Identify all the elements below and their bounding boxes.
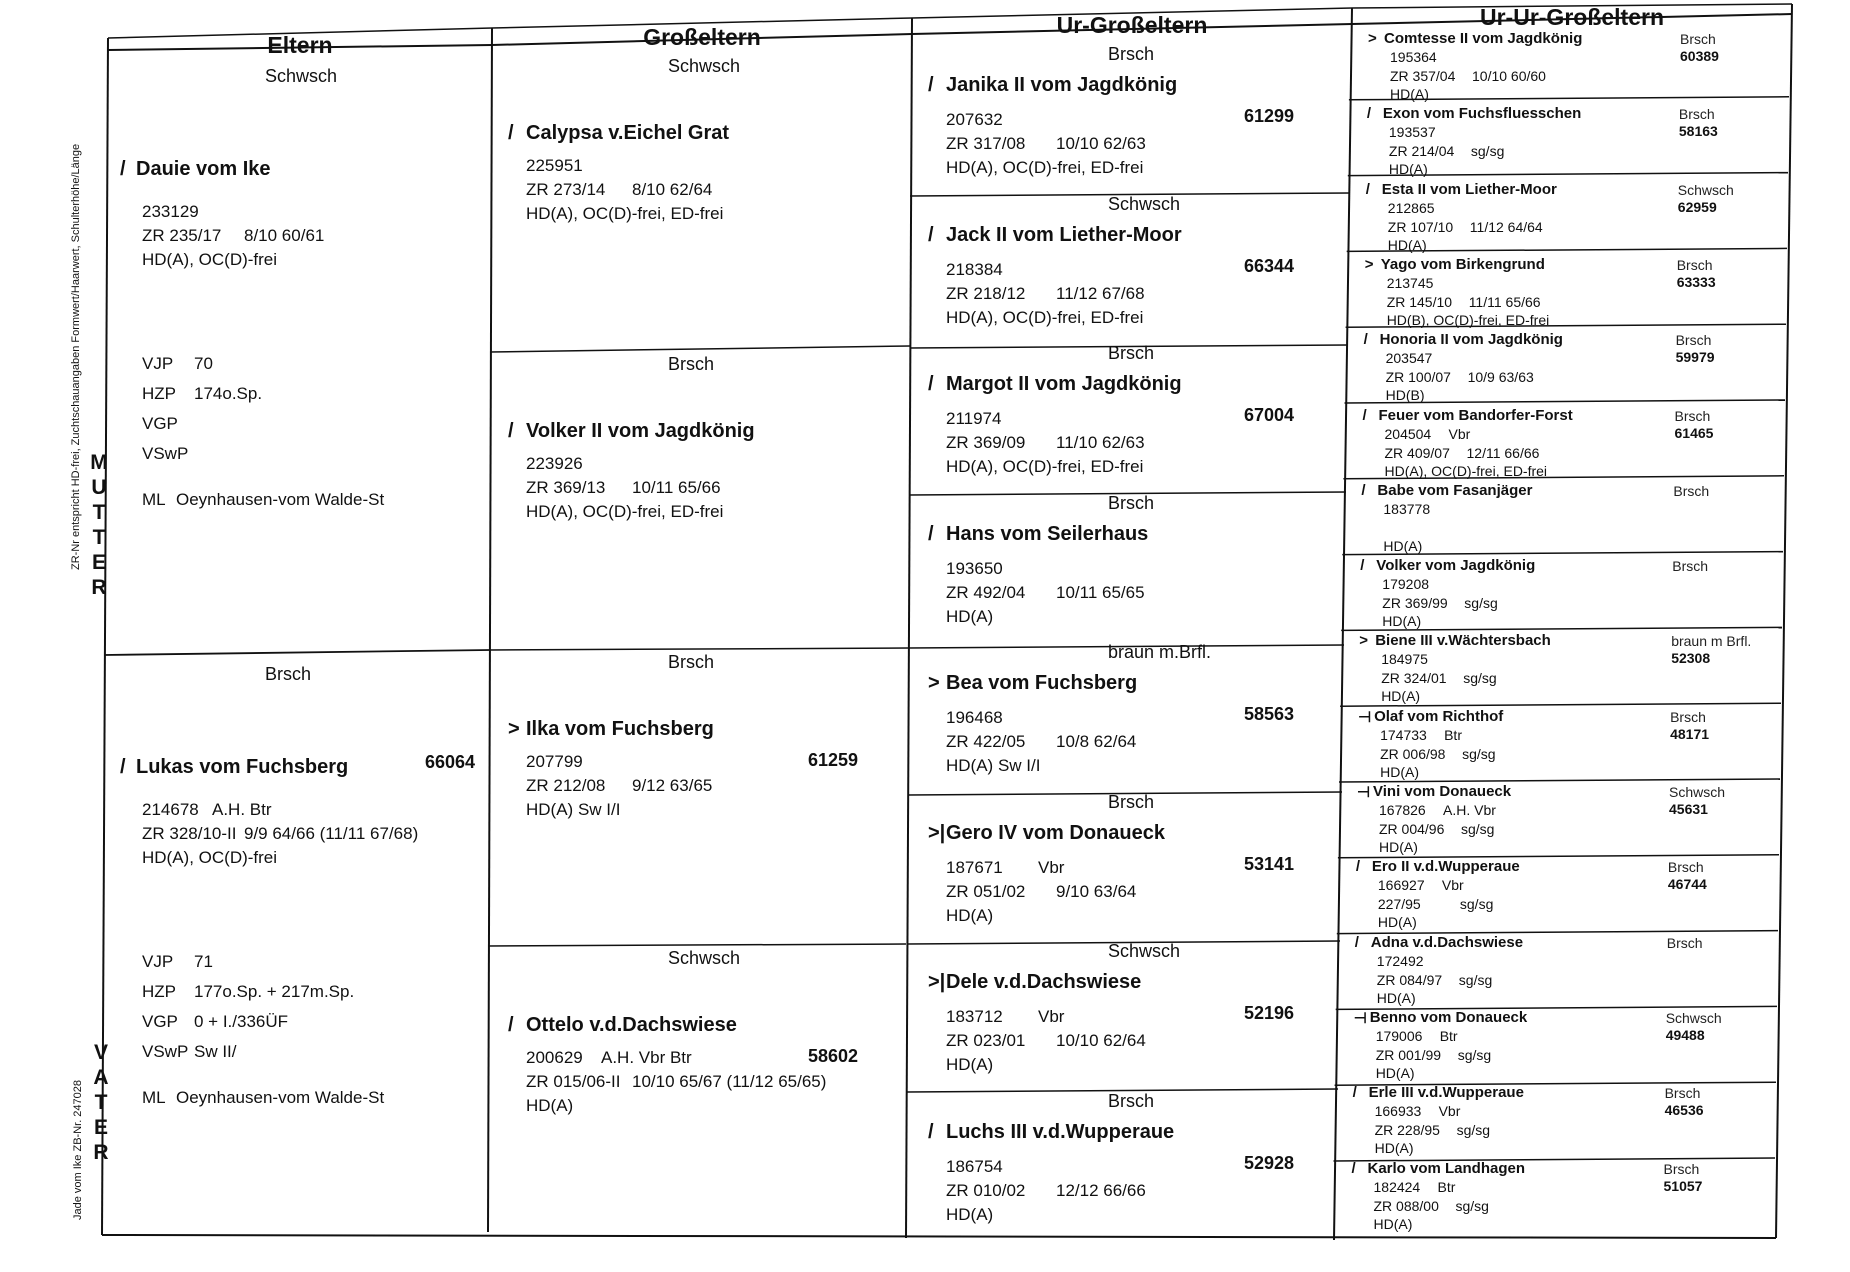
- coat-color: Brsch: [265, 664, 312, 684]
- line-marker: >|: [928, 821, 946, 844]
- stud-number: 60389: [1680, 48, 1719, 64]
- stud-number: 62959: [1677, 198, 1717, 215]
- show-score: 9/12 63/65: [632, 776, 713, 795]
- stud-number: 58602: [808, 1046, 859, 1066]
- zr-number: ZR 088/00: [1373, 1197, 1439, 1214]
- trial-value: 177o.Sp. + 217m.Sp.: [194, 982, 355, 1001]
- registration-number: 193537: [1388, 124, 1436, 141]
- zr-number: ZR 212/08: [526, 776, 606, 795]
- zr-number: 227/95: [1377, 896, 1421, 913]
- column-rule: [906, 18, 912, 1238]
- trial-value: 0 + I./336ÜF: [194, 1012, 289, 1031]
- header-urgrosseltern: Ur-Großeltern: [1056, 12, 1208, 38]
- breeding-marks: A.H. Vbr Btr: [601, 1048, 692, 1067]
- breeding-marks: Btr: [1437, 1178, 1456, 1195]
- row-rule: [490, 346, 910, 352]
- coat-color: Brsch: [1108, 44, 1155, 64]
- show-score: 12/11 66/66: [1466, 444, 1540, 461]
- dog-name: Ottelo v.d.Dachswiese: [526, 1014, 737, 1036]
- registration-number: 213745: [1386, 274, 1434, 291]
- breeding-marks: Btr: [1444, 726, 1462, 743]
- dog-name: Esta II vom Liether-Moor: [1381, 180, 1557, 198]
- coat-color: Brsch: [1670, 708, 1706, 725]
- line-marker: >|: [928, 971, 946, 993]
- show-score: 10/11 65/66: [632, 478, 721, 497]
- show-score: sg/sg: [1470, 143, 1505, 160]
- zr-number: ZR 084/97: [1376, 971, 1443, 988]
- line-marker: /: [1361, 481, 1366, 499]
- zr-number: ZR 235/17: [142, 226, 222, 245]
- trial-label: VSwP: [142, 1042, 189, 1061]
- registration-number: 196468: [946, 708, 1003, 727]
- trial-label: ML: [142, 490, 166, 509]
- trial-label: VGP: [142, 1012, 178, 1031]
- trial-value: Oeynhausen-vom Walde-St: [176, 1088, 385, 1107]
- line-marker: /: [1362, 406, 1367, 424]
- dog-name: Dele v.d.Dachswiese: [946, 971, 1142, 993]
- vater-letter: A: [93, 1066, 109, 1089]
- health-results: HD(A): [1380, 763, 1419, 780]
- health-results: HD(A): [1390, 86, 1429, 102]
- show-score: sg/sg: [1462, 745, 1496, 762]
- line-marker: /: [1354, 933, 1359, 951]
- coat-color: Brsch: [1108, 343, 1155, 363]
- zr-number: ZR 218/12: [946, 283, 1026, 303]
- dog-name: Olaf vom Richthof: [1374, 707, 1504, 725]
- header-ururgrosseltern: Ur-Ur-Großeltern: [1479, 4, 1664, 30]
- trial-label: VSwP: [142, 444, 189, 463]
- health-results: HD(A), OC(D)-frei, ED-frei: [946, 457, 1144, 476]
- trial-label: HZP: [142, 384, 176, 403]
- coat-color: Brsch: [1108, 791, 1155, 812]
- zr-number: ZR 409/07: [1384, 444, 1450, 461]
- health-results: HD(A) Sw I/I: [946, 756, 1041, 775]
- health-results: HD(A): [1376, 989, 1416, 1006]
- health-results: HD(A): [1375, 1064, 1415, 1081]
- line-marker: /: [1355, 858, 1361, 876]
- coat-color: Brsch: [1676, 256, 1713, 273]
- zr-number: ZR 015/06-II: [526, 1072, 621, 1091]
- coat-color: Brsch: [1680, 31, 1716, 47]
- dog-name: Exon vom Fuchsfluesschen: [1382, 105, 1582, 123]
- zr-number: ZR 369/13: [526, 478, 606, 497]
- vater-letter: R: [93, 1141, 109, 1164]
- line-marker: /: [928, 223, 934, 246]
- dog-name: Comtesse II vom Jagdkönig: [1384, 30, 1583, 47]
- trial-label: VJP: [142, 952, 174, 971]
- stud-number: 61299: [1244, 106, 1295, 126]
- show-score: 12/12 66/66: [1056, 1180, 1146, 1200]
- zr-number: ZR 324/01: [1381, 670, 1447, 687]
- zr-number: ZR 328/10-II: [142, 824, 237, 843]
- line-marker: /: [1363, 331, 1368, 349]
- show-score: sg/sg: [1463, 670, 1497, 687]
- header-grosseltern: Großeltern: [643, 24, 761, 50]
- breeding-marks: Vbr: [1038, 1007, 1065, 1026]
- vater-letter: T: [94, 1091, 108, 1114]
- dog-name: Margot II vom Jagdkönig: [946, 373, 1182, 395]
- breeding-marks: Vbr: [1448, 425, 1471, 442]
- trial-label: ML: [142, 1088, 166, 1107]
- line-marker: >: [1359, 632, 1368, 650]
- registration-number: 186754: [946, 1156, 1003, 1176]
- coat-color: Brsch: [1675, 332, 1712, 349]
- coat-color: Brsch: [668, 652, 715, 672]
- registration-number: 193650: [946, 558, 1003, 578]
- registration-number: 167826: [1379, 802, 1426, 818]
- trial-value: 71: [194, 952, 213, 971]
- dog-name: Lukas vom Fuchsberg: [136, 756, 349, 778]
- line-marker: /: [1352, 1084, 1357, 1102]
- line-marker: /: [120, 158, 126, 180]
- health-results: HD(A): [1381, 688, 1421, 705]
- coat-color: braun m.Brfl.: [1108, 642, 1212, 662]
- column-rule: [1776, 4, 1792, 1238]
- show-score: sg/sg: [1459, 896, 1494, 913]
- trial-value: Sw II/: [194, 1042, 237, 1061]
- show-score: sg/sg: [1455, 1197, 1489, 1214]
- dog-name: Feuer vom Bandorfer-Forst: [1378, 406, 1573, 424]
- mutter-letter: T: [92, 501, 106, 524]
- row-rule: [104, 650, 490, 655]
- dog-name: Babe vom Fasanjäger: [1377, 481, 1533, 499]
- zr-number: ZR 100/07: [1385, 369, 1451, 386]
- line-marker: /: [1365, 180, 1370, 198]
- registration-number: 204504: [1384, 425, 1432, 442]
- coat-color: Brsch: [668, 354, 715, 374]
- dog-name: Erle III v.d.Wupperaue: [1368, 1084, 1524, 1102]
- coat-color: Brsch: [1666, 934, 1703, 951]
- trial-value: Oeynhausen-vom Walde-St: [176, 490, 385, 509]
- registration-number: 179208: [1382, 576, 1430, 593]
- dog-name: Calypsa v.Eichel Grat: [526, 122, 730, 144]
- show-score: 11/12 64/64: [1469, 218, 1543, 235]
- registration-number: 207632: [946, 110, 1003, 129]
- registration-number: 174733: [1380, 726, 1427, 743]
- zr-number: ZR 369/99: [1382, 595, 1448, 612]
- coat-color: braun m Brfl.: [1671, 633, 1752, 650]
- trial-label: HZP: [142, 982, 176, 1001]
- mutter-letter: R: [91, 576, 107, 599]
- coat-color: Brsch: [1672, 558, 1709, 575]
- mutter-letter: U: [91, 476, 107, 499]
- health-results: HD(A): [1374, 1140, 1414, 1157]
- mutter-letter: M: [90, 451, 108, 474]
- line-marker: >: [1364, 255, 1374, 273]
- dog-name: Janika II vom Jagdkönig: [946, 74, 1178, 96]
- registration-number: 211974: [946, 409, 1002, 428]
- show-score: 10/10 60/60: [1472, 68, 1546, 84]
- dog-name: Ilka vom Fuchsberg: [526, 718, 714, 740]
- registration-number: 187671: [946, 857, 1003, 877]
- row-rule: [490, 648, 908, 650]
- sidebar-note-top: ZR-Nr entspricht HD-frei, Zuchtschauangaben Formwert/Haarwert, Schulterhöhe/Länge: [70, 143, 82, 570]
- show-score: 9/9 64/66 (11/11 67/68): [244, 824, 419, 843]
- zr-number: ZR 006/98: [1380, 745, 1446, 762]
- zr-number: ZR 317/08: [946, 134, 1026, 153]
- line-marker: /: [1366, 105, 1372, 123]
- row-rule: [488, 944, 906, 946]
- registration-number: 233129: [142, 202, 199, 221]
- vater-letter: E: [93, 1116, 108, 1139]
- show-score: sg/sg: [1458, 971, 1493, 988]
- registration-number: 195364: [1390, 49, 1437, 65]
- zr-number: ZR 492/04: [946, 582, 1026, 602]
- stud-number: 58163: [1678, 123, 1718, 140]
- stud-number: 49488: [1665, 1026, 1705, 1043]
- stud-number: 48171: [1670, 725, 1710, 742]
- mutter-letter: E: [91, 551, 106, 574]
- line-marker: /: [928, 1120, 934, 1143]
- line-marker: ⊣: [1357, 784, 1371, 801]
- header-eltern: Eltern: [267, 32, 333, 58]
- show-score: sg/sg: [1464, 595, 1498, 612]
- registration-number: 172492: [1376, 952, 1424, 969]
- health-results: HD(A): [1387, 236, 1427, 253]
- health-results: HD(A), OC(D)-frei, ED-frei: [526, 204, 724, 223]
- show-score: sg/sg: [1456, 1122, 1491, 1139]
- registration-number: 179006: [1375, 1027, 1423, 1044]
- stud-number: 53141: [1244, 853, 1295, 874]
- dog-name: Benno vom Donaueck: [1369, 1008, 1528, 1026]
- show-score: 9/10 63/64: [1056, 881, 1137, 901]
- stud-number: 67004: [1244, 405, 1295, 425]
- health-results: HD(A): [946, 1204, 994, 1224]
- coat-color: Brsch: [1663, 1160, 1700, 1177]
- line-marker: /: [1351, 1159, 1356, 1177]
- breeding-marks: Vbr: [1441, 877, 1464, 894]
- column-rule: [488, 28, 492, 1232]
- health-results: HD(A), OC(D)-frei, ED-frei: [526, 502, 724, 521]
- dog-name: Volker vom Jagdkönig: [1376, 557, 1536, 575]
- registration-number: 166933: [1374, 1103, 1422, 1120]
- health-results: HD(A): [1379, 839, 1418, 855]
- stud-number: 66344: [1244, 255, 1295, 276]
- show-score: sg/sg: [1457, 1046, 1492, 1063]
- breeding-marks: Btr: [1439, 1027, 1458, 1044]
- show-score: 10/10 65/67 (11/12 65/65): [632, 1072, 827, 1091]
- health-results: HD(A): [1373, 1215, 1413, 1232]
- coat-color: Brsch: [1108, 1090, 1155, 1111]
- coat-color: Schwsch: [1108, 193, 1181, 214]
- health-results: HD(A), OC(D)-frei, ED-frei: [946, 307, 1144, 327]
- zr-number: ZR 004/96: [1379, 821, 1445, 837]
- breeding-marks: A.H. Btr: [212, 800, 272, 819]
- show-score: 10/8 62/64: [1056, 732, 1137, 751]
- health-results: HD(A) Sw I/I: [526, 800, 621, 819]
- stud-number: 63333: [1676, 273, 1716, 290]
- coat-color: Schwsch: [1677, 181, 1734, 198]
- registration-number: 223926: [526, 454, 583, 473]
- zr-number: ZR 369/09: [946, 433, 1026, 452]
- zr-number: ZR 107/10: [1387, 218, 1454, 235]
- dog-name: Ero II v.d.Wupperaue: [1371, 858, 1520, 876]
- coat-color: Brsch: [1667, 859, 1704, 876]
- health-results: HD(A), OC(D)-frei: [142, 848, 278, 867]
- line-marker: /: [508, 420, 514, 442]
- vater-letter: V: [93, 1041, 108, 1064]
- stud-number: 51057: [1663, 1177, 1703, 1194]
- coat-color: Schwsch: [668, 56, 741, 76]
- registration-number: 203547: [1385, 350, 1433, 367]
- stud-number: 46536: [1664, 1102, 1704, 1119]
- show-score: 11/12 67/68: [1056, 283, 1145, 303]
- show-score: 10/9 63/63: [1467, 369, 1534, 386]
- coat-color: Brsch: [1673, 482, 1710, 499]
- line-marker: /: [928, 74, 934, 96]
- health-results: HD(A): [1382, 613, 1422, 630]
- show-score: 11/11 65/66: [1468, 293, 1541, 310]
- stud-number: 45631: [1669, 801, 1708, 817]
- health-results: HD(A): [1388, 161, 1428, 178]
- line-marker: /: [508, 122, 514, 144]
- trial-value: 70: [194, 354, 213, 373]
- dog-name: Dauie vom Ike: [136, 158, 271, 180]
- health-results: HD(A): [526, 1096, 574, 1115]
- dog-name: Hans vom Seilerhaus: [946, 522, 1149, 545]
- breeding-marks: Vbr: [1038, 857, 1065, 877]
- zr-number: ZR 010/02: [946, 1180, 1026, 1200]
- stud-number: 61259: [808, 750, 859, 770]
- zr-number: ZR 214/04: [1388, 143, 1455, 160]
- show-score: 10/10 62/63: [1056, 134, 1146, 153]
- health-results: HD(A): [946, 1055, 994, 1074]
- coat-color: Schwsch: [1665, 1009, 1722, 1026]
- trial-value: 174o.Sp.: [194, 384, 263, 403]
- dog-name: Karlo vom Landhagen: [1367, 1159, 1526, 1177]
- show-score: 10/10 62/64: [1056, 1031, 1146, 1050]
- breeding-marks: Vbr: [1438, 1103, 1461, 1120]
- registration-number: 182424: [1373, 1178, 1421, 1195]
- mutter-label: [88, 450, 110, 600]
- registration-number: 200629: [526, 1048, 583, 1067]
- registration-number: 183712: [946, 1007, 1003, 1026]
- registration-number: 166927: [1377, 877, 1425, 894]
- registration-number: 214678: [142, 800, 199, 819]
- coat-color: Brsch: [1108, 492, 1155, 513]
- bottom-rule: [102, 1235, 1776, 1238]
- dog-name: Bea vom Fuchsberg: [946, 672, 1138, 694]
- coat-color: Schwsch: [1669, 784, 1726, 800]
- zr-number: ZR 357/04: [1390, 68, 1456, 84]
- health-results: HD(A): [946, 606, 994, 626]
- health-results: HD(A): [1377, 914, 1417, 931]
- registration-number: 183778: [1383, 500, 1431, 517]
- show-score: 10/11 65/65: [1056, 582, 1145, 602]
- breeding-marks: A.H. Vbr: [1443, 802, 1496, 818]
- line-marker: /: [1360, 557, 1365, 575]
- registration-number: 184975: [1381, 651, 1428, 668]
- dog-name: Luchs III v.d.Wupperaue: [946, 1120, 1175, 1143]
- line-marker: ⊣: [1353, 1009, 1367, 1027]
- zr-number: ZR 273/14: [526, 180, 606, 199]
- health-results: HD(A), OC(D)-frei, ED-frei: [946, 158, 1144, 177]
- coat-color: Schwsch: [1108, 941, 1181, 961]
- health-results: HD(B): [1385, 387, 1425, 404]
- health-results: HD(A), OC(D)-frei, ED-frei: [1384, 462, 1548, 479]
- registration-number: 212865: [1387, 199, 1435, 216]
- show-score: 11/10 62/63: [1056, 433, 1145, 452]
- registration-number: 225951: [526, 156, 583, 175]
- dog-name: Gero IV vom Donaueck: [946, 821, 1165, 844]
- registration-number: 207799: [526, 752, 583, 771]
- health-results: HD(A), OC(D)-frei: [142, 250, 278, 269]
- coat-color: Schwsch: [265, 66, 338, 86]
- line-marker: >: [928, 672, 940, 694]
- dog-name: Jack II vom Liether-Moor: [946, 223, 1182, 246]
- vater-label: [90, 1040, 112, 1165]
- coat-color: Brsch: [1664, 1085, 1701, 1102]
- stud-number: 52196: [1244, 1003, 1295, 1023]
- zr-number: ZR 001/99: [1375, 1046, 1442, 1063]
- mutter-letter: T: [92, 526, 106, 549]
- line-marker: /: [508, 1014, 514, 1036]
- trial-label: VJP: [142, 354, 174, 373]
- show-score: sg/sg: [1461, 821, 1495, 837]
- dog-name: Biene III v.Wächtersbach: [1375, 632, 1551, 650]
- line-marker: ⊣: [1358, 708, 1372, 726]
- dog-name: Volker II vom Jagdkönig: [526, 420, 755, 442]
- dog-name: Yago vom Birkengrund: [1380, 255, 1545, 273]
- health-results: HD(A): [1383, 537, 1423, 554]
- sidebar-note-bottom: Jade vom Ike ZB-Nr. 247028: [72, 1079, 84, 1220]
- coat-color: Brsch: [1678, 106, 1715, 123]
- zr-number: ZR 145/10: [1386, 293, 1453, 310]
- health-results: HD(A): [946, 905, 994, 925]
- show-score: 8/10 62/64: [632, 180, 713, 199]
- zr-number: ZR 051/02: [946, 881, 1026, 901]
- zr-number: ZR 228/95: [1374, 1122, 1440, 1139]
- stud-number: 61465: [1674, 424, 1714, 441]
- coat-color: Schwsch: [668, 948, 741, 968]
- dog-name: Adna v.d.Dachswiese: [1370, 933, 1524, 951]
- line-marker: /: [120, 756, 126, 778]
- stud-number: 52308: [1671, 650, 1711, 667]
- stud-number: 58563: [1244, 704, 1295, 724]
- coat-color: Brsch: [1674, 407, 1711, 424]
- line-marker: /: [928, 522, 934, 545]
- stud-number: 66064: [425, 752, 476, 772]
- stud-number: 52928: [1244, 1152, 1295, 1173]
- show-score: 8/10 60/61: [244, 226, 325, 245]
- dog-name: Vini vom Donaueck: [1373, 783, 1512, 800]
- dog-name: Honoria II vom Jagdkönig: [1379, 331, 1563, 349]
- stud-number: 59979: [1675, 349, 1715, 366]
- zr-number: ZR 422/05: [946, 732, 1026, 751]
- zr-number: ZR 023/01: [946, 1031, 1026, 1050]
- stud-number: 46744: [1667, 876, 1707, 893]
- trial-label: VGP: [142, 414, 178, 433]
- line-marker: >: [508, 718, 520, 740]
- health-results: HD(B), OC(D)-frei, ED-frei: [1386, 311, 1550, 328]
- line-marker: /: [928, 373, 934, 395]
- registration-number: 218384: [946, 259, 1003, 279]
- line-marker: >: [1368, 30, 1377, 47]
